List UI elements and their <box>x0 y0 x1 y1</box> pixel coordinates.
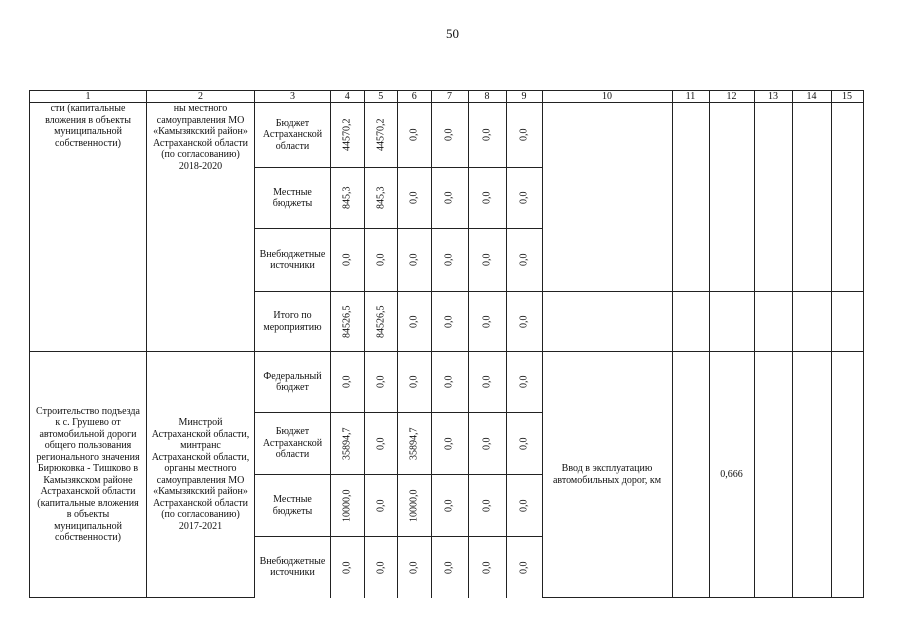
value-cell: 845,3 <box>364 168 398 229</box>
value-cell: 0,0 <box>468 352 506 413</box>
value-cell: 35894,7 <box>398 413 432 475</box>
value-cell: 0,0 <box>431 229 468 292</box>
empty-cell <box>672 352 709 598</box>
table-row <box>30 103 864 168</box>
event-name-cell: сти (капитальные вложения в объекты муниципальной собственности) <box>30 103 147 352</box>
value-cell: 0,0 <box>398 292 432 352</box>
funding-source-cell: Внебюджетные источники <box>255 537 331 598</box>
header-cell: 7 <box>431 91 468 103</box>
funding-source-cell: Бюджет Астраханской области <box>255 103 331 168</box>
value-cell: 0,0 <box>506 229 542 292</box>
empty-cell <box>792 352 831 598</box>
header-cell: 15 <box>831 91 863 103</box>
value-cell: 0,0 <box>506 537 542 598</box>
value-cell: 0,0 <box>506 413 542 475</box>
value-cell: 0,0 <box>398 168 432 229</box>
header-cell: 9 <box>506 91 542 103</box>
executor-cell: Минстрой Астраханской области, минтранс Астраханской области, органы местного самоуправления МО «Камызякский район» Астраханской области (по согласованию) 2017-2021 <box>147 352 255 598</box>
empty-cell <box>831 292 863 352</box>
value-cell: 0,0 <box>431 292 468 352</box>
value-cell: 845,3 <box>331 168 365 229</box>
value-cell: 0,0 <box>468 413 506 475</box>
value-cell: 0,0 <box>468 292 506 352</box>
value-cell: 44570,2 <box>364 103 398 168</box>
value-cell: 0,0 <box>398 229 432 292</box>
value-cell: 0,0 <box>468 537 506 598</box>
empty-cell <box>709 103 754 292</box>
value-cell: 0,0 <box>431 168 468 229</box>
value-cell: 0,0 <box>331 229 365 292</box>
empty-cell <box>831 103 863 292</box>
funding-source-cell: Местные бюджеты <box>255 475 331 537</box>
value-cell: 10000,0 <box>398 475 432 537</box>
empty-cell <box>754 352 792 598</box>
value-cell: 0,0 <box>468 168 506 229</box>
empty-cell <box>542 292 672 352</box>
empty-cell <box>754 103 792 292</box>
header-cell: 12 <box>709 91 754 103</box>
value-cell: 44570,2 <box>331 103 365 168</box>
value-cell: 0,0 <box>506 352 542 413</box>
header-cell: 3 <box>255 91 331 103</box>
funding-source-cell: Федеральный бюджет <box>255 352 331 413</box>
value-cell: 0,0 <box>431 352 468 413</box>
value-cell: 0,0 <box>398 352 432 413</box>
program-table <box>29 90 864 598</box>
header-cell: 8 <box>468 91 506 103</box>
header-cell: 10 <box>542 91 672 103</box>
empty-cell <box>754 292 792 352</box>
value-cell: 0,0 <box>431 475 468 537</box>
value-cell: 0,0 <box>468 103 506 168</box>
value-cell: 0,0 <box>431 103 468 168</box>
empty-cell <box>792 292 831 352</box>
header-cell: 4 <box>331 91 365 103</box>
value-cell: 0,0 <box>364 229 398 292</box>
funding-source-cell: Местные бюджеты <box>255 168 331 229</box>
value-cell: 0,0 <box>431 537 468 598</box>
event-name-cell: Строительство подъезда к с. Грушево от автомобильной дороги общего пользования регионального значения Бирюковка - Тишково в Камызякском районе Астраханской области (капитальные вложения в объекты муниципальной собственности) <box>30 352 147 598</box>
header-row <box>30 91 864 103</box>
value-cell: 0,0 <box>506 292 542 352</box>
value-cell: 10000,0 <box>331 475 365 537</box>
empty-cell <box>709 292 754 352</box>
funding-source-cell: Бюджет Астраханской области <box>255 413 331 475</box>
value-cell: 0,0 <box>364 413 398 475</box>
value-cell: 0,0 <box>331 537 365 598</box>
value-cell: 35894,7 <box>331 413 365 475</box>
header-cell: 1 <box>30 91 147 103</box>
value-cell: 0,0 <box>431 413 468 475</box>
value-cell: 0,0 <box>398 537 432 598</box>
value-cell: 0,0 <box>364 352 398 413</box>
funding-source-cell: Внебюджетные источники <box>255 229 331 292</box>
header-cell: 5 <box>364 91 398 103</box>
empty-cell <box>792 103 831 292</box>
empty-cell <box>672 103 709 292</box>
page-number: 50 <box>446 26 459 41</box>
value-cell: 0,0 <box>364 475 398 537</box>
header-cell: 11 <box>672 91 709 103</box>
header-cell: 6 <box>398 91 432 103</box>
header-cell: 13 <box>754 91 792 103</box>
header-cell: 2 <box>147 91 255 103</box>
value-cell: 0,0 <box>506 475 542 537</box>
indicator-cell: Ввод в эксплуатацию автомобильных дорог, км <box>542 352 672 598</box>
table-row <box>30 352 864 413</box>
indicator-cell <box>542 103 672 292</box>
value-cell: 0,0 <box>468 229 506 292</box>
header-cell: 14 <box>792 91 831 103</box>
funding-source-cell: Итого по мероприятию <box>255 292 331 352</box>
value-cell: 0,0 <box>398 103 432 168</box>
value-cell: 0,0 <box>506 168 542 229</box>
value-cell: 84526,5 <box>331 292 365 352</box>
value-cell: 84526,5 <box>364 292 398 352</box>
value-cell: 0,0 <box>468 475 506 537</box>
empty-cell <box>672 292 709 352</box>
target-value-cell: 0,666 <box>709 352 754 598</box>
value-cell: 0,0 <box>506 103 542 168</box>
executor-cell: ны местного самоуправления МО «Камызякский район» Астраханской области (по согласованию) 2018-2020 <box>147 103 255 352</box>
empty-cell <box>831 352 863 598</box>
value-cell: 0,0 <box>331 352 365 413</box>
value-cell: 0,0 <box>364 537 398 598</box>
